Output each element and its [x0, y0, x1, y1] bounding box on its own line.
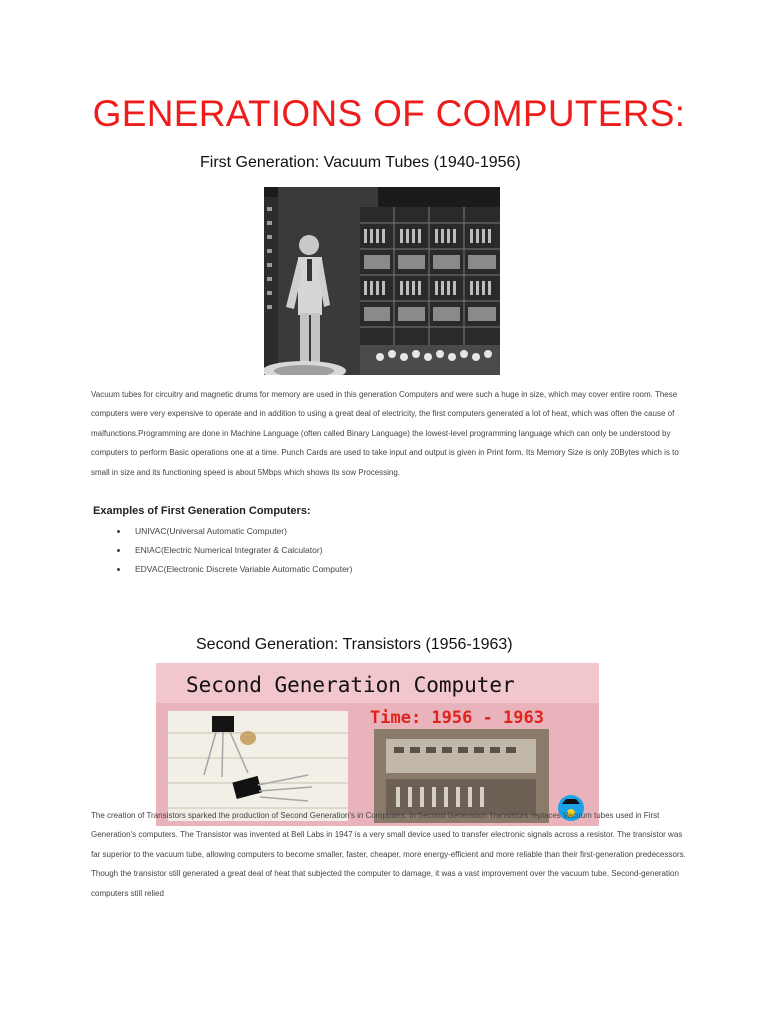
first-generation-photo [264, 187, 500, 375]
first-generation-heading: First Generation: Vacuum Tubes (1940-1956) [200, 154, 521, 171]
vacuum-tube-computer-photo [264, 187, 500, 375]
second-generation-paragraph: The creation of Transistors sparked the production of Second Generation's in Computers. In Second Generation Transistors replaces Vacuum tubes used in First Generation's computers. The Transistor was invented at Bell Labs in 1947 is a very small device used to transfer electronic signals across a resistor. The transistor was far superior to the vacuum tube, allowing computers to become smaller, faster, cheaper, more energy-efficient and more reliable than their first-generation predecessors. Though the transistor still generated a great deal of heat that subjected the computer to damage, it was a vast improvement over the vacuum tube. Second-generation computers still relied [91, 811, 686, 898]
banner-title: Second Generation Computer [186, 673, 515, 697]
first-generation-paragraph: Vacuum tubes for circuitry and magnetic drums for memory are used in this generation Computers and were such a huge in size, which may cover entire room. These computers were very expensive to operate and in addition to using a great deal of electricity, the first computers generated a lot of heat, which was often the cause of malfunctions.Programming are done in Machine Language (often called Binary Language) the lowest-level programming language which can only be understood by computers to perform Basic operations one at a time. Punch Cards are used to take input and output is given in Print form. Its Memory Size is only 20Bytes which is to small in size and its functioning speed is about 5Mbps which shows its sow Processing. [91, 390, 679, 477]
list-item: EDVAC(Electronic Discrete Variable Automatic Computer) [111, 560, 352, 579]
transistor-banner-image [156, 663, 599, 826]
examples-heading: Examples of First Generation Computers: [93, 505, 311, 517]
second-generation-heading: Second Generation: Transistors (1956-1963) [196, 636, 513, 653]
second-generation-banner [156, 663, 599, 826]
banner-time: Time: 1956 - 1963 [370, 708, 544, 728]
page-title: GENERATIONS OF COMPUTERS: [92, 93, 686, 134]
examples-list [111, 522, 352, 579]
list-item: ENIAC(Electric Numerical Integrater & Calculator) [111, 541, 352, 560]
list-item: UNIVAC(Universal Automatic Computer) [111, 522, 352, 541]
